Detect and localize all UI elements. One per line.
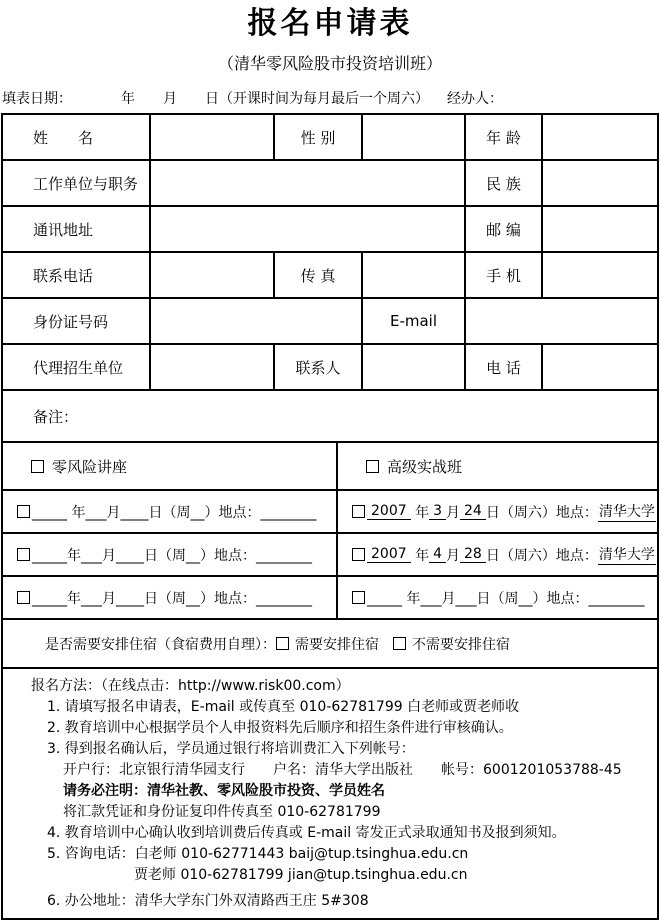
session-3-left-text: _____年___月____日（周__）地点：________ (32, 590, 312, 607)
session-1-sep1: 年 (410, 504, 430, 521)
no-accommodation-checkbox-icon[interactable] (393, 637, 406, 650)
session-2-right-checkbox-icon[interactable] (352, 548, 365, 561)
session-2-sep3: 日（周六）地点： (485, 547, 598, 564)
method-item-5: 5. 咨询电话：白老师 010-62771443 baij@tup.tsinghua.edu.cn (47, 846, 469, 862)
remit-note-bold: 清华社教、零风险股市投资、学员姓名 (147, 783, 385, 799)
session-1-sep2: 月 (446, 504, 461, 521)
consult-jia-line: 贾老师 010-62781799 jian@tup.tsinghua.edu.cn (134, 867, 468, 883)
method-item-6: 6. 办公地址：清华大学东门外双清路西王庄 5#308 (47, 893, 369, 909)
remit-note-prefix: 请务必注明： (63, 783, 147, 799)
age-label: 年 龄 (464, 115, 541, 159)
session-2-left-text: _____年___月____日（周__）地点：________ (32, 547, 312, 564)
agent-field[interactable] (149, 345, 273, 389)
form-table (1, 113, 659, 920)
email-label: E-mail (361, 299, 464, 343)
fill-date-label: 填表日期： 年 月 日（开课时间为每月最后一个周六） (2, 91, 429, 107)
course-lecture-option[interactable] (3, 443, 336, 489)
lecture-checkbox-icon[interactable] (31, 460, 44, 473)
lecture-label: 零风险讲座 (52, 457, 128, 476)
need-accommodation-label: 需要安排住宿 (295, 636, 379, 653)
gender-field[interactable] (361, 115, 464, 159)
session-1-left-text: _____ 年___月____日（周__）地点：________ (32, 504, 317, 521)
session-2-sep2: 月 (446, 547, 461, 564)
address-field[interactable] (149, 207, 464, 251)
name-label: 姓 名 (33, 128, 94, 147)
age-field[interactable] (541, 115, 657, 159)
id-field[interactable] (149, 299, 361, 343)
handler-label: 经办人： (447, 91, 503, 107)
session-2-place: 清华大学 (598, 544, 656, 565)
session-2-left-checkbox-icon[interactable] (17, 548, 30, 561)
row-methods (3, 667, 657, 918)
row-session-3 (3, 575, 657, 618)
session-2-sep1: 年 (410, 547, 430, 564)
address-label: 通讯地址 (33, 220, 94, 239)
work-field[interactable] (149, 161, 464, 205)
page-title: 报名申请表 (247, 6, 413, 41)
session-2-right[interactable] (336, 534, 657, 575)
zip-label: 邮 编 (464, 207, 541, 251)
method-item-3: 3. 得到报名确认后，学员通过银行将培训费汇入下列帐号： (47, 741, 415, 757)
row-agent (3, 343, 657, 389)
fax-label: 传 真 (273, 253, 361, 297)
row-id (3, 297, 657, 343)
phone-field[interactable] (149, 253, 273, 297)
email-field[interactable] (464, 299, 657, 343)
session-1-place: 清华大学 (598, 501, 656, 522)
row-courses (3, 441, 657, 489)
row-phone (3, 251, 657, 297)
session-2-left[interactable] (3, 534, 336, 575)
session-3-right[interactable] (336, 577, 657, 618)
session-1-year: 2007 (367, 503, 411, 520)
contact-field[interactable] (361, 345, 464, 389)
id-label: 身份证号码 (33, 312, 109, 331)
phone-label: 联系电话 (33, 266, 94, 285)
ethnic-field[interactable] (541, 161, 657, 205)
contact-label: 联系人 (273, 345, 361, 389)
gender-label: 性 别 (273, 115, 361, 159)
session-1-left-checkbox-icon[interactable] (17, 505, 30, 518)
mobile-label: 手 机 (464, 253, 541, 297)
session-1-left[interactable] (3, 491, 336, 532)
session-3-left-checkbox-icon[interactable] (17, 591, 30, 604)
session-1-month: 3 (429, 503, 446, 520)
dateline (2, 90, 658, 108)
session-3-left[interactable] (3, 577, 336, 618)
no-accommodation-label: 不需要安排住宿 (412, 636, 510, 653)
row-remarks (3, 389, 657, 441)
session-1-right-checkbox-icon[interactable] (352, 505, 365, 518)
method-item-2: 2. 教育培训中心根据学员个人申报资料先后顺序和招生条件进行审核确认。 (47, 720, 513, 736)
name-field[interactable] (149, 115, 273, 159)
row-work (3, 159, 657, 205)
accommodation-question: 是否需要安排住宿（食宿费用自理）： (45, 636, 276, 653)
advanced-checkbox-icon[interactable] (366, 460, 379, 473)
advanced-label: 高级实战班 (387, 457, 463, 476)
ethnic-label: 民 族 (464, 161, 541, 205)
session-1-day: 24 (460, 503, 486, 520)
session-1-right[interactable] (336, 491, 657, 532)
remit-note-line (3, 781, 657, 802)
session-3-right-text: _____ 年___月___日（周__）地点：________ (367, 590, 645, 607)
row-address (3, 205, 657, 251)
methods-heading: 报名方法：（在线点击：http://www.risk00.com） (31, 678, 350, 694)
row-accommodation (3, 618, 657, 667)
row-name (3, 115, 657, 159)
work-label: 工作单位与职务 (33, 174, 139, 193)
session-2-month: 4 (429, 546, 446, 563)
agent-label: 代理招生单位 (33, 358, 124, 377)
method-item-4: 4. 教育培训中心确认收到培训费后传真或 E-mail 寄发正式录取通知书及报到须知。 (47, 825, 566, 841)
fax-field[interactable] (361, 253, 464, 297)
course-advanced-option[interactable] (336, 443, 657, 489)
row-session-2 (3, 532, 657, 575)
session-1-sep3: 日（周六）地点： (485, 504, 598, 521)
accommodation-cell (3, 620, 657, 667)
zip-field[interactable] (541, 207, 657, 251)
session-2-day: 28 (460, 546, 486, 563)
row-session-1 (3, 489, 657, 532)
need-accommodation-checkbox-icon[interactable] (276, 637, 289, 650)
page-subtitle: （清华零风险股市投资培训班） (217, 54, 442, 73)
tel-label: 电 话 (464, 345, 541, 389)
session-2-year: 2007 (367, 546, 411, 563)
method-item-1: 1. 请填写报名申请表，E-mail 或传真至 010-62781799 白老师或贾老师收 (47, 699, 520, 715)
session-3-right-checkbox-icon[interactable] (352, 591, 365, 604)
bank-info-line: 开户行：北京银行清华园支行 户名：清华大学出版社 帐号：6001201053788-45 (63, 762, 622, 778)
mobile-field[interactable] (541, 253, 657, 297)
fax-copy-line: 将汇款凭证和身份证复印件传真至 010-62781799 (63, 804, 381, 820)
remarks-label: 备注： (33, 407, 79, 426)
tel-field[interactable] (541, 345, 657, 389)
